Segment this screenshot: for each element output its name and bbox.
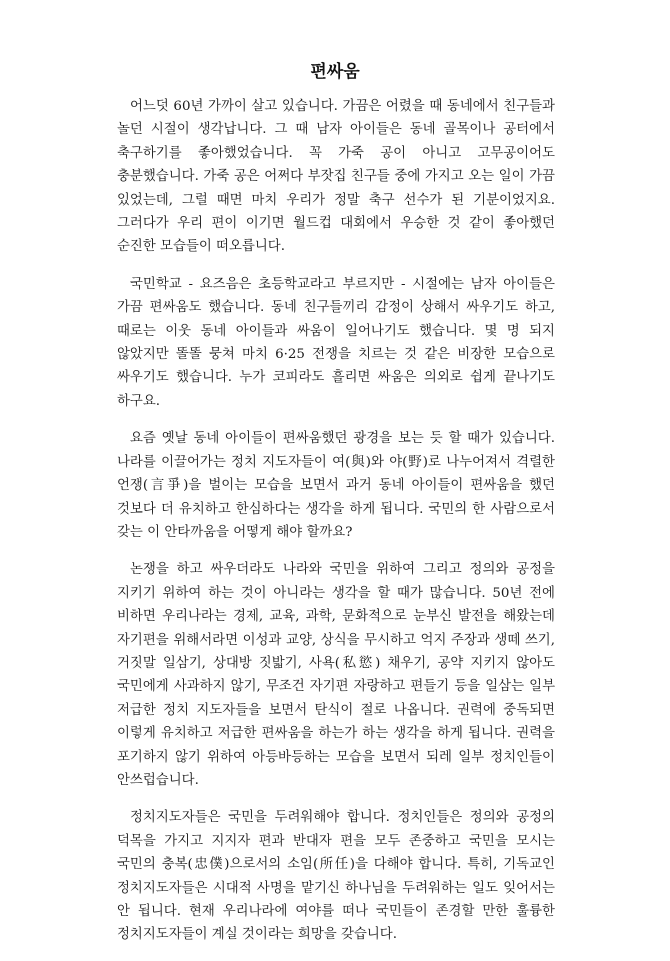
paragraph-5: 정치지도자들은 국민을 두려워해야 합니다. 정치인들은 정의와 공정의 덕목을 가지고 지지자 편과 반대자 편을 모두 존중하고 국민을 모시는 국민의 충복(忠僕)으로서의 소임(所任)을 다해야 합니다. 특히, 기독교인 정치지도자들은 시대적 사명을 맡기신 하나님을 두려워하는 일도 잊어서는 안 됩니다. 현재 우리나라에 여야를 떠나 국민들이 존경할 만한 훌륭한 정치지도자들이 계실 것이라는 희망을 갖습니다. [117, 810, 555, 943]
paragraph-1: 어느덧 60년 가까이 살고 있습니다. 가끔은 어렸을 때 동네에서 친구들과 놀던 시절이 생각납니다. 그 때 남자 아이들은 동네 골목이나 공터에서 축구하기를 좋아했었습니다. 꼭 가죽 공이 아니고 고무공이어도 충분했습니다. 가죽 공은 어쩌다 부잣집 친구들 중에 가지고 오는 일이 가끔 있었는데, 그럴 때면 마치 우리가 정말 축구 선수가 된 기분이었지요. 그러다가 우리 편이 이기면 월드컵 대회에서 우승한 것 같이 좋아했던 순진한 모습들이 떠오릅니다. [117, 99, 555, 255]
document-title: 편싸움 [310, 62, 360, 82]
paragraph-4: 논쟁을 하고 싸우더라도 나라와 국민을 위하여 그리고 정의와 공정을 지키기 위하여 하는 것이 아니라는 생각을 할 때가 많습니다. 50년 전에 비하면 우리나라는 경제, 교육, 과학, 문화적으로 눈부신 발전을 해왔는데 자기편을 위해서라면 이성과 교양, 상식을 무시하고 억지 주장과 생떼 쓰기, 거짓말 일삼기, 상대방 짓밟기, 사욕(私慾) 채우기, 공약 지키지 않아도 국민에게 사과하지 않기, 무조건 자기편 자랑하고 편들기 등을 일삼는 일부 저급한 정치 지도자들을 보면서 탄식이 절로 나옵니다. 권력에 중독되면 이렇게 유치하고 저급한 편싸움을 하는가 하는 생각을 하게 됩니다. 권력을 포기하지 않기 위하여 아등바등하는 모습을 보면서 되레 일부 정치인들이 안쓰럽습니다. [117, 562, 555, 788]
paragraph-3: 요즘 옛날 동네 아이들이 편싸움했던 광경을 보는 듯 할 때가 있습니다. 나라를 이끌어가는 정치 지도자들이 여(與)와 야(野)로 나누어져서 격렬한 언쟁(言爭)을 벌이는 모습을 보면서 과거 동네 아이들이 편싸움을 했던 것보다 더 유치하고 한심하다는 생각을 하게 됩니다. 국민의 한 사람으로서 갖는 이 안타까움을 어떻게 해야 할까요? [117, 431, 555, 540]
document-body [117, 95, 555, 961]
paragraph-2: 국민학교 - 요즈음은 초등학교라고 부르지만 - 시절에는 남자 아이들은 가끔 편싸움도 했습니다. 동네 친구들끼리 감정이 상해서 싸우기도 하고, 때로는 이웃 동네 아이들과 싸움이 일어나기도 했습니다. 몇 명 되지 않았지만 똘똘 뭉쳐 마치 6·25 전쟁을 치르는 것 같은 비장한 모습으로 싸우기도 했습니다. 누가 코피라도 흘리면 싸움은 의외로 쉽게 끝나기도 하구요. [117, 276, 555, 409]
